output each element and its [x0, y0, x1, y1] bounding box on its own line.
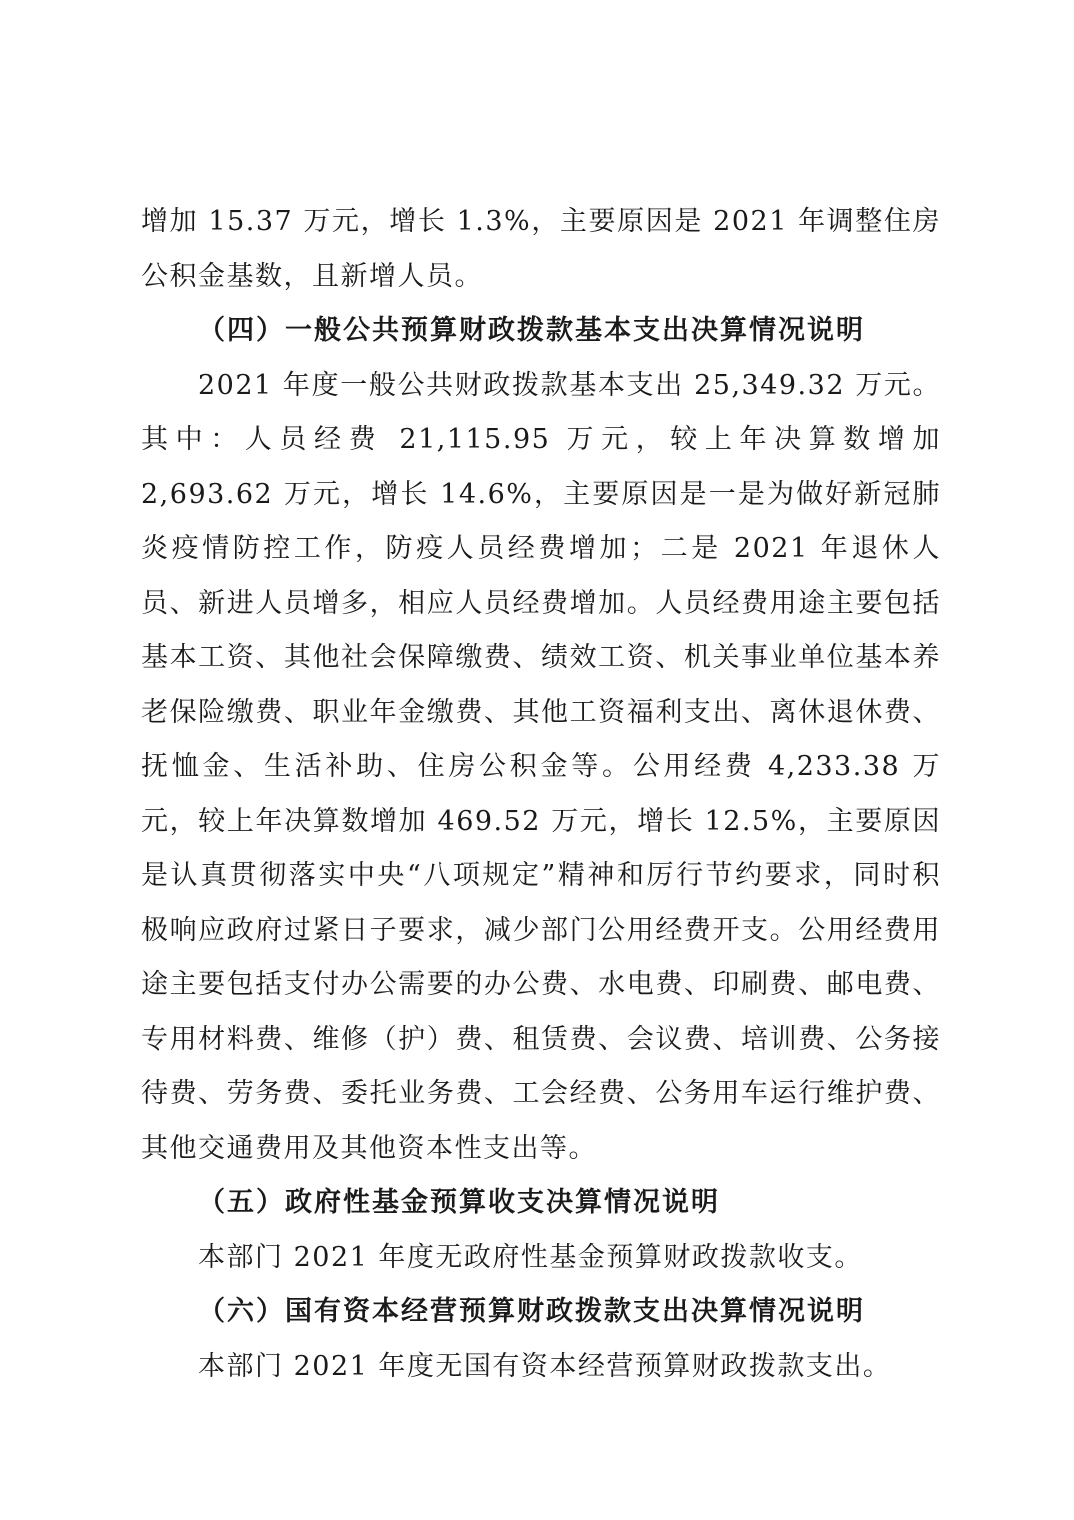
section-heading-5: （五）政府性基金预算收支决算情况说明 [198, 1187, 720, 1218]
section-heading-6: （六）国有资本经营预算财政拨款支出决算情况说明 [198, 1296, 865, 1327]
section-heading-4: （四）一般公共预算财政拨款基本支出决算情况说明 [198, 315, 865, 346]
paragraph-government-fund: 本部门 2021 年度无政府性基金预算财政拨款收支。 [198, 1241, 863, 1273]
document-page [141, 195, 941, 1394]
paragraph-continuation: 增加 15.37 万元，增长 1.3%，主要原因是 2021 年调整住房公积金基数，且新增人员。 [141, 206, 941, 292]
paragraph-basic-expenditure: 2021 年度一般公共财政拨款基本支出 25,349.32 万元。其中：人员经费 21,115.95 万元，较上年决算数增加 2,693.62 万元，增长 14.6%，主要原因是一是为做好新冠肺炎疫情防控工作，防疫人员经费增加；二是 2021 年退休人员、新进人员增多，相应人员经费增加。人员经费用途主要包括基本工资、其他社会保障缴费、绩效工资、机关事业单位基本养老保险缴费、职业年金缴费、其他工资福利支出、离休退休费、抚恤金、生活补助、住房公积金等。公用经费 4,233.38 万元，较上年决算数增加 469.52 万元，增长 12.5%，主要原因是认真贯彻落实中央“八项规定”精神和厉行节约要求，同时积极响应政府过紧日子要求，减少部门公用经费开支。公用经费用途主要包括支付办公需要的办公费、水电费、印刷费、邮电费、专用材料费、维修（护）费、租赁费、会议费、培训费、公务接待费、劳务费、委托业务费、工会经费、公务用车运行维护费、其他交通费用及其他资本性支出等。 [141, 369, 941, 1164]
paragraph-state-capital: 本部门 2021 年度无国有资本经营预算财政拨款支出。 [198, 1350, 892, 1382]
